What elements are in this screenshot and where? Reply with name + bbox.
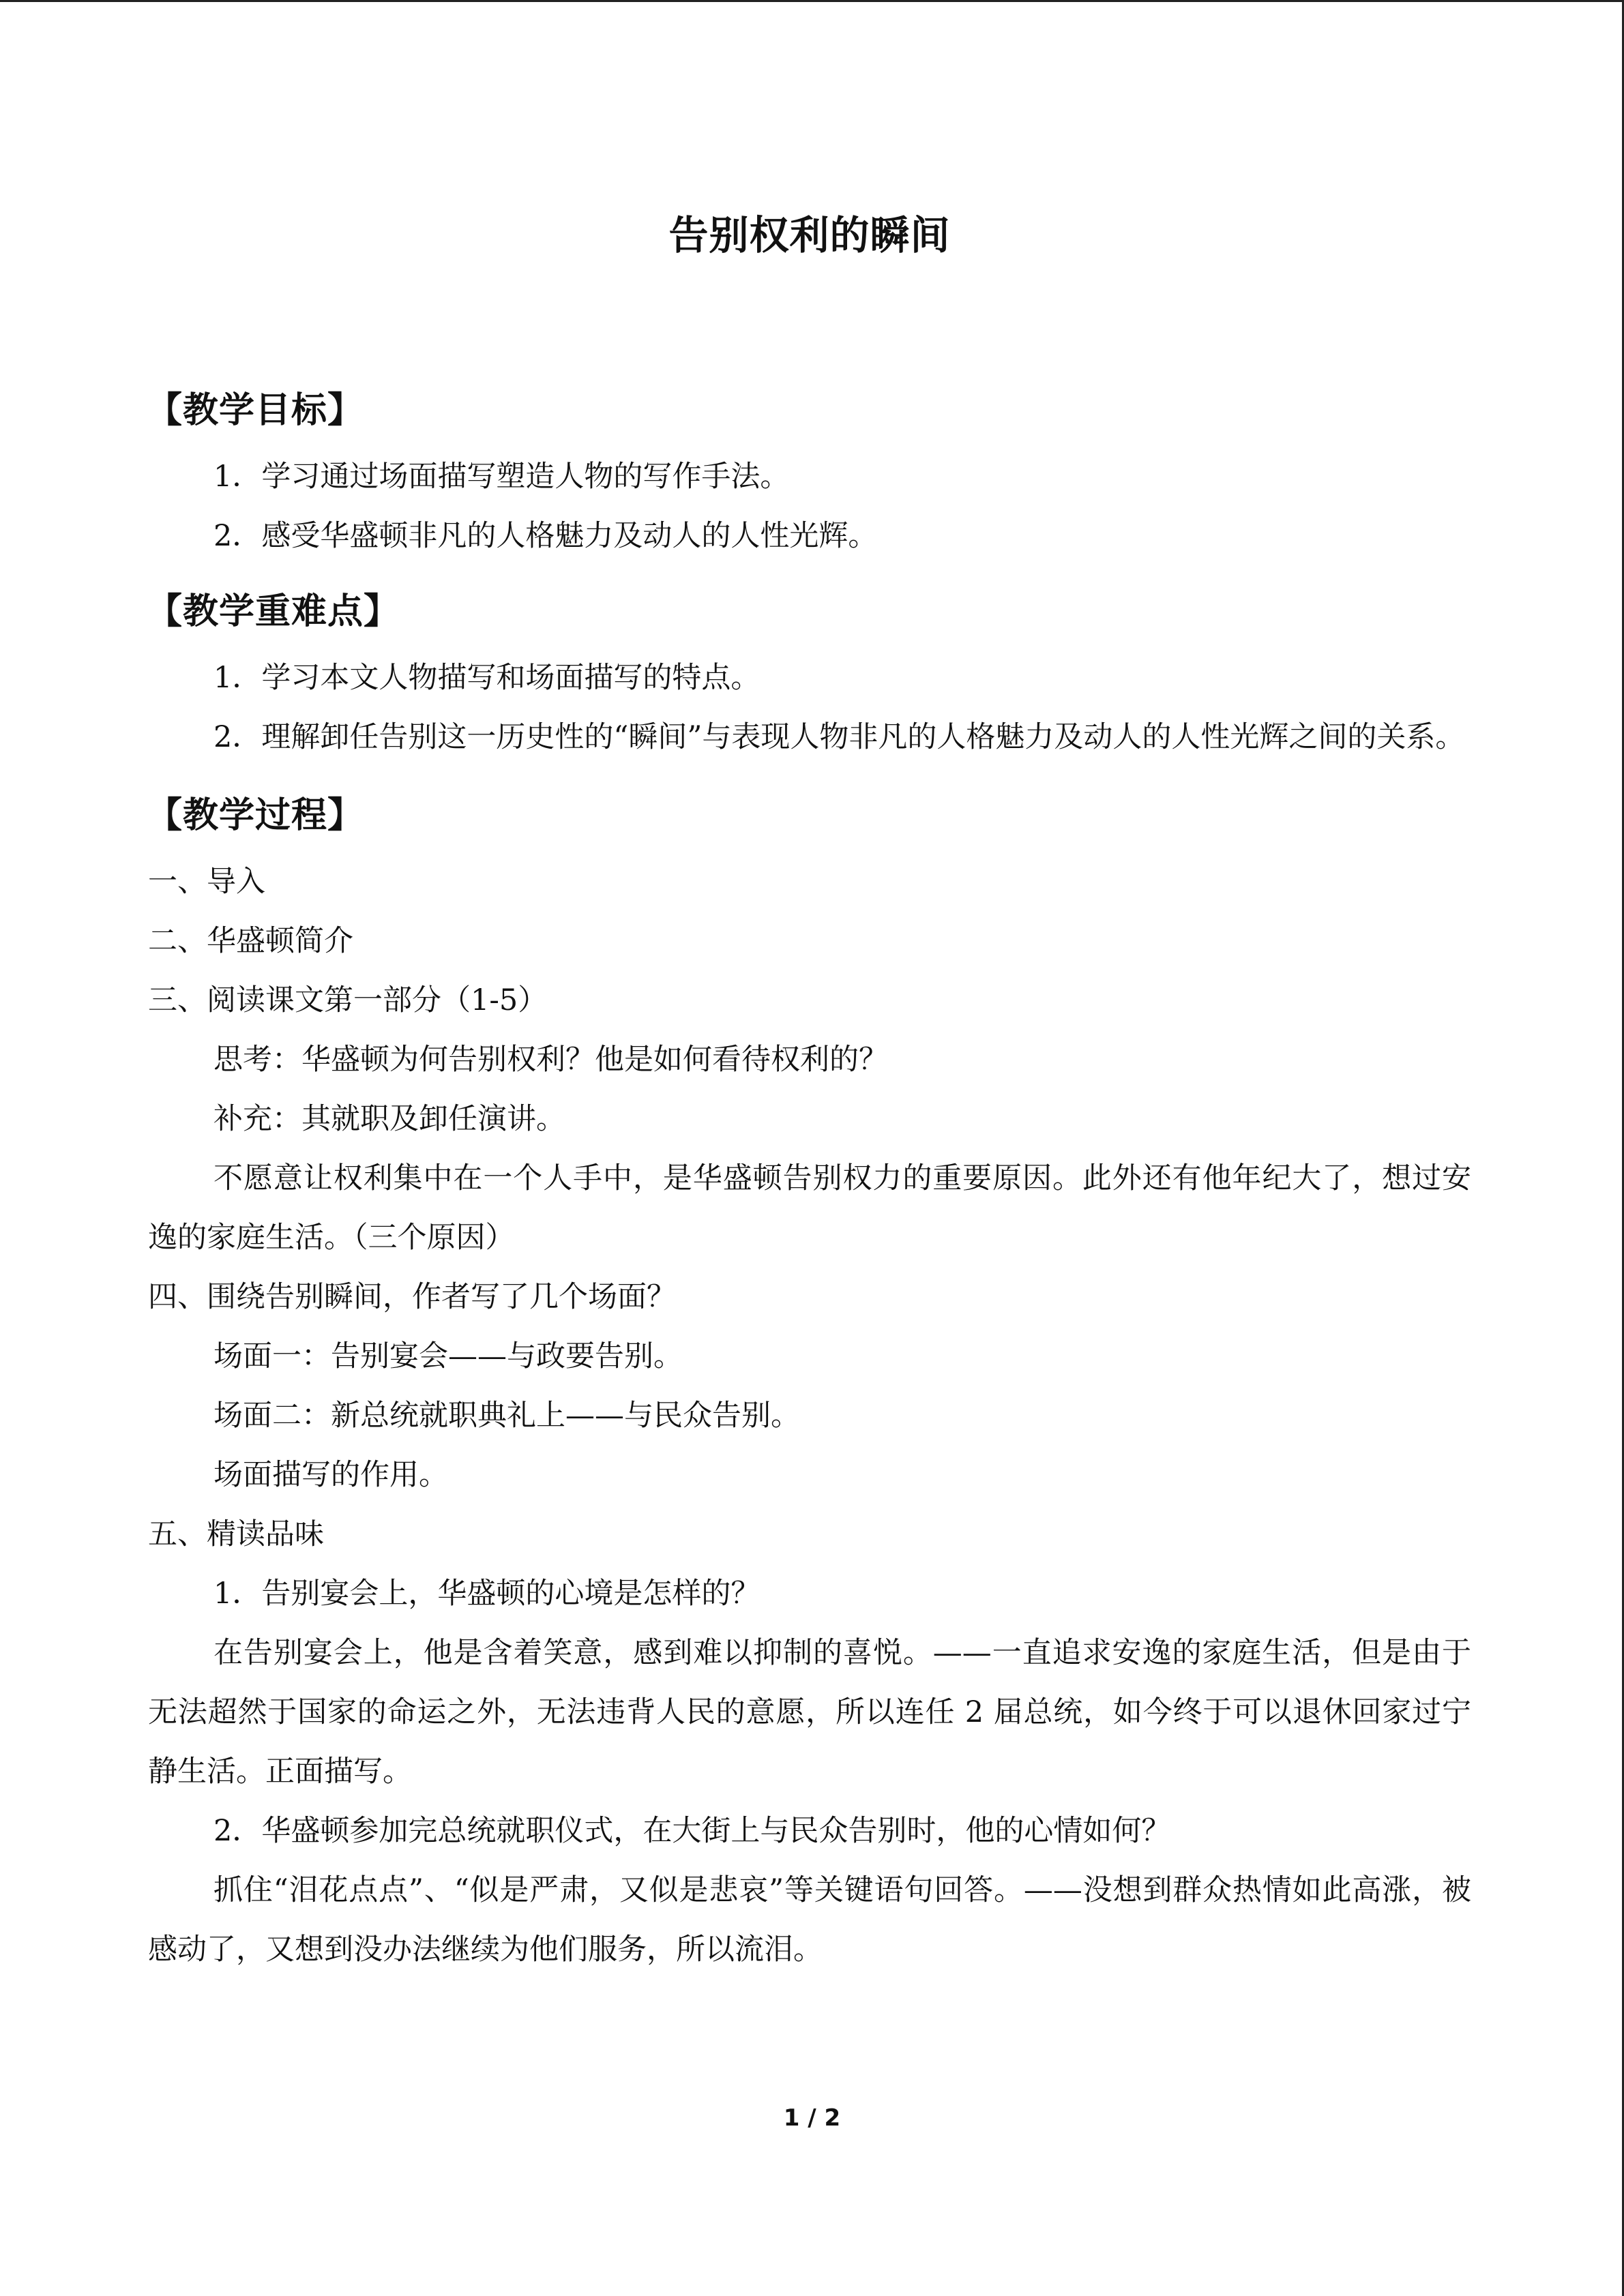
- process-line: 二、华盛顿简介: [148, 924, 353, 958]
- key-point-item: 1．学习本文人物描写和场面描写的特点。: [213, 661, 761, 695]
- section-heading-process: 【教学过程】: [147, 795, 364, 836]
- process-line: 补充：其就职及卸任演讲。: [213, 1102, 565, 1136]
- page-number: 1 / 2: [783, 2104, 841, 2132]
- process-line: 2．华盛顿参加完总统就职仪式，在大街上与民众告别时，他的心情如何？: [213, 1814, 1171, 1848]
- objective-item: 2．感受华盛顿非凡的人格魅力及动人的人性光辉。: [213, 519, 878, 553]
- key-points-list: [148, 648, 1471, 767]
- section-heading-objectives: 【教学目标】: [147, 390, 364, 431]
- process-line: 1．告别宴会上，华盛顿的心境是怎样的？: [213, 1577, 761, 1611]
- objective-item: 1．学习通过场面描写塑造人物的写作手法。: [213, 460, 790, 494]
- process-list: [148, 852, 1471, 1980]
- process-line: 三、阅读课文第一部分（1-5）: [148, 983, 548, 1017]
- process-line: 一、导入: [148, 865, 265, 899]
- document-body: [148, 205, 1471, 1980]
- process-line: 五、精读品味: [148, 1517, 324, 1551]
- process-line: 不愿意让权利集中在一个人手中，是华盛顿告别权力的重要原因。此外还有他年纪大了，想过安逸的家庭生活。（三个原因）: [148, 1161, 1471, 1255]
- process-line: 四、围绕告别瞬间，作者写了几个场面？: [148, 1280, 676, 1314]
- objectives-list: [148, 447, 1471, 566]
- process-line: 场面二：新总统就职典礼上——与民众告别。: [213, 1399, 800, 1433]
- process-line: 抓住“泪花点点”、“似是严肃，又似是悲哀”等关键语句回答。——没想到群众热情如此高涨，被感动了，又想到没办法继续为他们服务，所以流泪。: [148, 1873, 1471, 1967]
- process-line: 场面描写的作用。: [213, 1458, 448, 1492]
- key-point-item: 2．理解卸任告别这一历史性的“瞬间”与表现人物非凡的人格魅力及动人的人性光辉之间的关系。: [213, 720, 1465, 754]
- process-line: 思考：华盛顿为何告别权利？他是如何看待权利的？: [213, 1043, 888, 1077]
- process-line: 在告别宴会上，他是含着笑意，感到难以抑制的喜悦。——一直追求安逸的家庭生活，但是由于无法超然于国家的命运之外，无法违背人民的意愿，所以连任 2 届总统，如今终于可以退休回家过宁静生活。正面描写。: [148, 1636, 1471, 1789]
- section-heading-key-points: 【教学重难点】: [147, 591, 400, 632]
- document-title: 告别权利的瞬间: [668, 212, 951, 258]
- process-line: 场面一：告别宴会——与政要告别。: [213, 1339, 683, 1373]
